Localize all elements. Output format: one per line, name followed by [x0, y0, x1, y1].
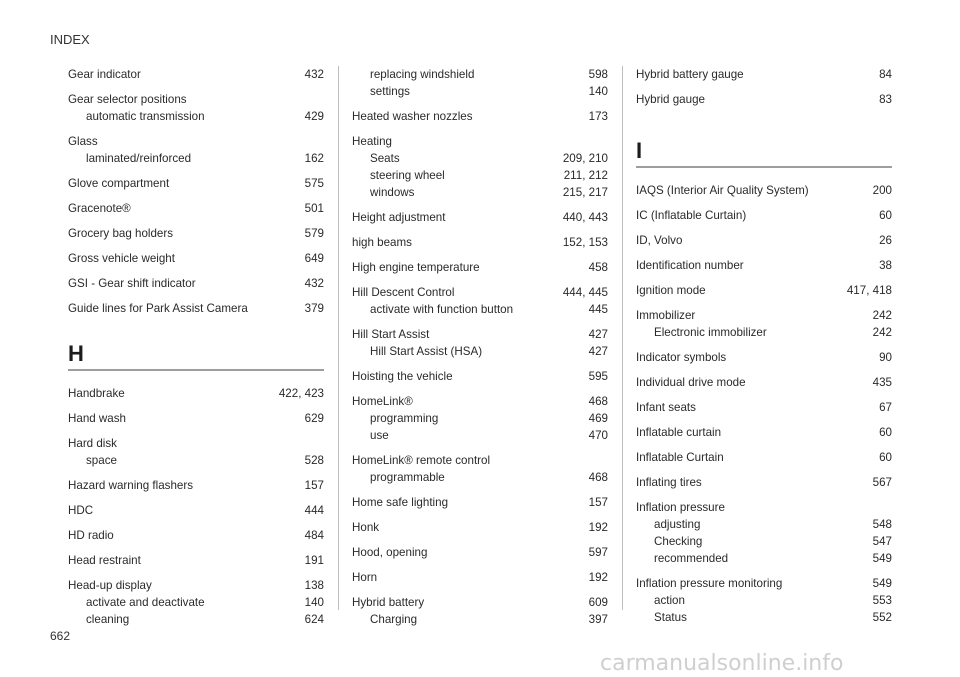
sub-entry-row [68, 594, 324, 611]
entry-label: Seats [370, 151, 400, 165]
entry-page-number: 444, 445 [562, 285, 608, 299]
entry-label: Head-up display [68, 578, 152, 592]
entry-row [68, 91, 324, 108]
index-entry [68, 552, 324, 569]
index-entry [352, 234, 608, 251]
index-entry [68, 200, 324, 217]
entry-page-number: 432 [304, 67, 324, 81]
sub-entry-row [68, 452, 324, 469]
index-entry [68, 275, 324, 292]
entry-label: Grocery bag holders [68, 226, 174, 240]
index-entry [68, 175, 324, 192]
entry-page-number: 427 [588, 327, 608, 341]
sub-entry-list [352, 66, 608, 100]
entry-page-number: 157 [304, 478, 324, 492]
entry-label: Hill Start Assist (HSA) [370, 344, 483, 358]
index-entry [68, 410, 324, 427]
entry-row [636, 374, 892, 391]
entry-label: Hand wash [68, 411, 127, 425]
index-entry [352, 133, 608, 201]
entry-page-number: 157 [588, 495, 608, 509]
entry-page-number: 649 [304, 251, 324, 265]
sub-entry-row [352, 66, 608, 83]
sub-entry-row [68, 611, 324, 628]
index-entry [68, 250, 324, 267]
entry-row [68, 250, 324, 267]
sub-entry-row [352, 611, 608, 628]
index-entry [352, 452, 608, 486]
sub-entry-row [636, 592, 892, 609]
entry-row [352, 108, 608, 125]
entry-label: Hill Descent Control [352, 285, 455, 299]
entry-row [636, 282, 892, 299]
entry-label: Identification number [636, 258, 744, 272]
entry-row [68, 527, 324, 544]
sub-entry-row [352, 427, 608, 444]
entry-row [636, 474, 892, 491]
sub-entry-row [636, 609, 892, 626]
sub-entry-list [68, 594, 324, 628]
index-entry [68, 477, 324, 494]
sub-entry-list [352, 410, 608, 444]
index-entry [636, 399, 892, 416]
index-entry [352, 259, 608, 276]
sub-entry-row [352, 150, 608, 167]
sub-entry-list [68, 150, 324, 167]
entry-page-number: 38 [879, 258, 892, 272]
entry-label: space [86, 453, 117, 467]
index-entry [68, 527, 324, 544]
entry-page-number: 140 [304, 595, 324, 609]
sub-entry-row [352, 83, 608, 100]
index-entry [352, 569, 608, 586]
entry-page-number: 548 [872, 517, 892, 531]
index-entry [352, 494, 608, 511]
entry-page-number: 60 [879, 450, 892, 464]
entry-page-number: 547 [872, 534, 892, 548]
entry-label: Hoisting the vehicle [352, 369, 453, 383]
index-entry [352, 66, 608, 100]
entry-label: adjusting [654, 517, 701, 531]
index-entry [636, 207, 892, 224]
entry-label: HomeLink® [352, 394, 413, 408]
index-entry [636, 449, 892, 466]
index-entry [68, 435, 324, 469]
entry-list-h [68, 385, 324, 628]
section-header-h [68, 343, 324, 371]
index-column-2 [352, 66, 608, 636]
sub-entry-list [636, 516, 892, 567]
entry-page-number: 209, 210 [562, 151, 608, 165]
entry-page-number: 444 [304, 503, 324, 517]
entry-label: GSI - Gear shift indicator [68, 276, 196, 290]
entry-label: IAQS (Interior Air Quality System) [636, 183, 809, 197]
sub-entry-row [352, 301, 608, 318]
entry-page-number: 501 [304, 201, 324, 215]
entry-row [68, 410, 324, 427]
entry-row [68, 477, 324, 494]
entry-page-number: 484 [304, 528, 324, 542]
index-entry [68, 300, 324, 317]
entry-label: automatic transmission [86, 109, 205, 123]
entry-label: Immobilizer [636, 308, 696, 322]
index-entry [636, 575, 892, 626]
entry-row [352, 133, 608, 150]
sub-entry-row [352, 167, 608, 184]
entry-row [636, 349, 892, 366]
sub-entry-row [636, 533, 892, 550]
entry-page-number: 60 [879, 425, 892, 439]
entry-row [636, 307, 892, 324]
entry-label: Glass [68, 134, 98, 148]
index-entry [636, 282, 892, 299]
sub-entry-row [68, 150, 324, 167]
entry-row [636, 66, 892, 83]
index-entry [636, 374, 892, 391]
entry-label: IC (Inflatable Curtain) [636, 208, 747, 222]
entry-label: action [654, 593, 685, 607]
entry-label: steering wheel [370, 168, 445, 182]
entry-page-number: 435 [872, 375, 892, 389]
entry-row [352, 594, 608, 611]
entry-label: Hybrid battery gauge [636, 67, 744, 81]
index-column-3 [636, 66, 892, 634]
index-entry [68, 66, 324, 83]
index-entry [68, 577, 324, 628]
entry-page-number: 215, 217 [562, 185, 608, 199]
entry-page-number: 191 [304, 553, 324, 567]
entry-page-number: 468 [588, 470, 608, 484]
entry-label: Inflation pressure [636, 500, 725, 514]
entry-page-number: 458 [588, 260, 608, 274]
index-entry [352, 519, 608, 536]
entry-row [352, 452, 608, 469]
index-entry [636, 182, 892, 199]
entry-label: Hazard warning flashers [68, 478, 194, 492]
entry-page-number: 445 [588, 302, 608, 316]
entry-row [352, 494, 608, 511]
entry-row [352, 393, 608, 410]
index-entry [352, 326, 608, 360]
entry-label: programmable [370, 470, 445, 484]
entry-page-number: 67 [879, 400, 892, 414]
entry-page-number: 429 [304, 109, 324, 123]
index-entry [352, 209, 608, 226]
entry-label: Hybrid gauge [636, 92, 705, 106]
sub-entry-row [352, 343, 608, 360]
entry-page-number: 469 [588, 411, 608, 425]
entry-label: Hill Start Assist [352, 327, 430, 341]
entry-page-number: 173 [588, 109, 608, 123]
entry-row [352, 569, 608, 586]
entry-label: Gross vehicle weight [68, 251, 175, 265]
entry-row [68, 552, 324, 569]
entry-page-number: 528 [304, 453, 324, 467]
entry-row [68, 225, 324, 242]
entry-page-number: 609 [588, 595, 608, 609]
entry-label: Gracenote® [68, 201, 131, 215]
entry-label: Hybrid battery [352, 595, 425, 609]
sub-entry-list [352, 611, 608, 628]
entry-label: Guide lines for Park Assist Camera [68, 301, 248, 315]
entry-row [636, 499, 892, 516]
entry-page-number: 200 [872, 183, 892, 197]
entry-label: Hood, opening [352, 545, 428, 559]
sub-entry-list [352, 469, 608, 486]
entry-page-number: 397 [588, 612, 608, 626]
entry-page-number: 468 [588, 394, 608, 408]
entry-label: ID, Volvo [636, 233, 683, 247]
sub-entry-list [68, 452, 324, 469]
entry-label: HD radio [68, 528, 114, 542]
index-entry [636, 474, 892, 491]
entry-row [68, 275, 324, 292]
section-letter: H [68, 341, 84, 366]
entry-label: Home safe lighting [352, 495, 449, 509]
index-entry [352, 368, 608, 385]
entry-page-number: 549 [872, 576, 892, 590]
sub-entry-row [352, 184, 608, 201]
index-entry [68, 502, 324, 519]
page-number: 662 [50, 629, 71, 643]
entry-row [636, 91, 892, 108]
entry-label: Checking [654, 534, 703, 548]
entry-row [352, 544, 608, 561]
entry-label: cleaning [86, 612, 130, 626]
entry-page-number: 83 [879, 92, 892, 106]
index-entry [352, 393, 608, 444]
entry-page-number: 152, 153 [562, 235, 608, 249]
entry-page-number: 427 [588, 344, 608, 358]
sub-entry-list [352, 150, 608, 201]
sub-entry-list [636, 592, 892, 626]
entry-row [352, 519, 608, 536]
index-column-1 [68, 66, 324, 636]
entry-label: Electronic immobilizer [654, 325, 767, 339]
entry-row [636, 449, 892, 466]
entry-page-number: 192 [588, 520, 608, 534]
entry-label: Glove compartment [68, 176, 170, 190]
entry-row [68, 435, 324, 452]
index-entry [636, 257, 892, 274]
entry-page-number: 138 [304, 578, 324, 592]
index-entry [636, 307, 892, 341]
entry-label: HDC [68, 503, 94, 517]
index-entry [636, 91, 892, 108]
entry-row [68, 175, 324, 192]
entry-row [68, 200, 324, 217]
sub-entry-list [352, 343, 608, 360]
entry-label: Inflating tires [636, 475, 702, 489]
entry-row [636, 232, 892, 249]
entry-label: Handbrake [68, 386, 125, 400]
entry-page-number: 432 [304, 276, 324, 290]
entry-row [68, 577, 324, 594]
entry-label: programming [370, 411, 439, 425]
index-entry [352, 284, 608, 318]
entry-page-number: 162 [304, 151, 324, 165]
entry-row [352, 209, 608, 226]
entry-page-number: 140 [588, 84, 608, 98]
index-entry [352, 594, 608, 628]
entry-label: laminated/reinforced [86, 151, 192, 165]
entry-page-number: 470 [588, 428, 608, 442]
entry-label: Horn [352, 570, 378, 584]
entry-row [68, 300, 324, 317]
entry-label: Honk [352, 520, 380, 534]
entry-page-number: 624 [304, 612, 324, 626]
index-entry [68, 385, 324, 402]
entry-label: Ignition mode [636, 283, 706, 297]
entry-page-number: 575 [304, 176, 324, 190]
entry-page-number: 84 [879, 67, 892, 81]
entry-label: Head restraint [68, 553, 141, 567]
section-rule [68, 369, 324, 371]
entry-row [352, 326, 608, 343]
page-header: INDEX [50, 32, 90, 47]
entry-page-number: 211, 212 [563, 168, 608, 182]
entry-label: Heating [352, 134, 392, 148]
entry-row [68, 133, 324, 150]
entry-list-h-end [636, 66, 892, 108]
entry-list-g [68, 66, 324, 317]
entry-label: activate with function button [370, 302, 514, 316]
entry-label: replacing windshield [370, 67, 475, 81]
index-entry [636, 66, 892, 83]
index-entry [68, 91, 324, 125]
entry-page-number: 242 [872, 308, 892, 322]
entry-row [352, 284, 608, 301]
entry-label: activate and deactivate [86, 595, 205, 609]
entry-label: High engine temperature [352, 260, 480, 274]
section-rule [636, 166, 892, 168]
sub-entry-row [352, 410, 608, 427]
entry-page-number: 242 [872, 325, 892, 339]
entry-page-number: 60 [879, 208, 892, 222]
entry-page-number: 90 [879, 350, 892, 364]
entry-label: HomeLink® remote control [352, 453, 491, 467]
entry-page-number: 440, 443 [562, 210, 608, 224]
entry-page-number: 629 [304, 411, 324, 425]
entry-row [68, 66, 324, 83]
entry-label: Gear indicator [68, 67, 141, 81]
index-entry [636, 499, 892, 567]
entry-label: use [370, 428, 389, 442]
sub-entry-list [68, 108, 324, 125]
entry-page-number: 553 [872, 593, 892, 607]
entry-label: windows [370, 185, 415, 199]
entry-page-number: 552 [872, 610, 892, 624]
entry-label: Individual drive mode [636, 375, 746, 389]
entry-row [352, 259, 608, 276]
entry-row [68, 502, 324, 519]
entry-label: Status [654, 610, 687, 624]
sub-entry-list [636, 324, 892, 341]
entry-page-number: 549 [872, 551, 892, 565]
index-entry [68, 133, 324, 167]
entry-row [636, 257, 892, 274]
entry-row [352, 234, 608, 251]
sub-entry-row [352, 469, 608, 486]
entry-page-number: 597 [588, 545, 608, 559]
entry-row [352, 368, 608, 385]
watermark: carmanualsonline.info [600, 651, 844, 676]
sub-entry-row [636, 324, 892, 341]
entry-label: Hard disk [68, 436, 117, 450]
entry-page-number: 26 [879, 233, 892, 247]
index-entry [636, 424, 892, 441]
entry-label: Inflation pressure monitoring [636, 576, 783, 590]
entry-page-number: 567 [872, 475, 892, 489]
sub-entry-row [636, 550, 892, 567]
entry-page-number: 422, 423 [278, 386, 324, 400]
entry-row [68, 385, 324, 402]
sub-entry-list [352, 301, 608, 318]
entry-list-h-continued [352, 66, 608, 628]
entry-label: Infant seats [636, 400, 696, 414]
entry-label: recommended [654, 551, 729, 565]
index-entry [352, 544, 608, 561]
column-divider [338, 66, 339, 610]
entry-row [636, 424, 892, 441]
entry-label: settings [370, 84, 410, 98]
entry-row [636, 575, 892, 592]
entry-page-number: 379 [304, 301, 324, 315]
entry-label: Inflatable Curtain [636, 450, 724, 464]
index-entry [352, 108, 608, 125]
section-header-i [636, 140, 892, 168]
sub-entry-row [636, 516, 892, 533]
sub-entry-row [68, 108, 324, 125]
index-entry [68, 225, 324, 242]
entry-label: Heated washer nozzles [352, 109, 473, 123]
index-entry [636, 232, 892, 249]
section-letter: I [636, 138, 643, 163]
entry-label: Height adjustment [352, 210, 446, 224]
entry-page-number: 192 [588, 570, 608, 584]
entry-label: high beams [352, 235, 412, 249]
entry-label: Gear selector positions [68, 92, 187, 106]
entry-label: Charging [370, 612, 418, 626]
entry-page-number: 598 [588, 67, 608, 81]
column-divider [622, 66, 623, 610]
entry-row [636, 399, 892, 416]
entry-row [636, 182, 892, 199]
entry-page-number: 579 [304, 226, 324, 240]
entry-page-number: 417, 418 [846, 283, 892, 297]
index-entry [636, 349, 892, 366]
entry-label: Inflatable curtain [636, 425, 722, 439]
entry-list-i [636, 182, 892, 626]
entry-page-number: 595 [588, 369, 608, 383]
entry-row [636, 207, 892, 224]
entry-label: Indicator symbols [636, 350, 727, 364]
